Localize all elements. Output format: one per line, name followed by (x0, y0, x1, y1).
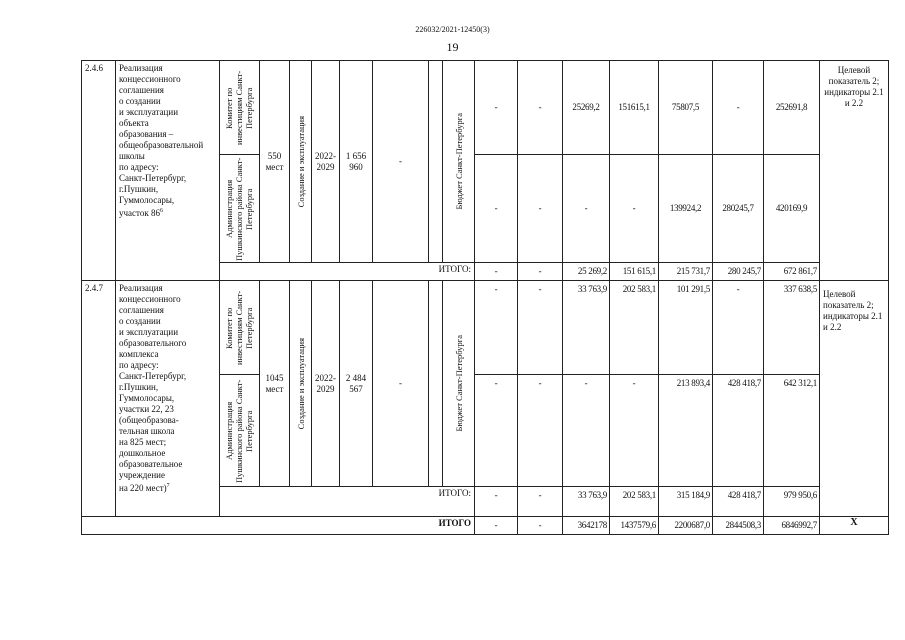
total-cell: 202 583,1 (610, 487, 659, 517)
executor-top: Комитет по инвестициям Санкт-Петербурга (220, 61, 260, 155)
name-line: Санкт-Петербург, (119, 173, 187, 183)
value-cell: 25269,2 (563, 61, 610, 155)
name-line: и эксплуатации (119, 327, 179, 337)
value-cell: - (518, 61, 563, 155)
footnote-mark: 6 (159, 208, 163, 214)
value-cell: 202 583,1 (610, 281, 659, 375)
name-line: г.Пушкин, (119, 382, 159, 392)
name-line: на 220 мест)$^7$ (119, 483, 170, 493)
name-line: по адресу: (119, 360, 159, 370)
name-line: Санкт-Петербург, (119, 371, 187, 381)
executor-top: Комитет по инвестициям Санкт-Петербурга (220, 281, 260, 375)
name-line: объекта (119, 118, 149, 128)
total-cell: 428 418,7 (713, 487, 764, 517)
name-line: Гуммолосары, (119, 195, 175, 205)
total-cell: 315 184,9 (659, 487, 713, 517)
table-row (82, 281, 889, 375)
grand-total-row (82, 517, 889, 535)
grand-total-cell: 6846992,7 (764, 517, 820, 535)
value-cell: - (475, 61, 518, 155)
table-row (82, 61, 889, 155)
total-cell: 33 763,9 (563, 487, 610, 517)
executor-bottom: Администрация Пушкинского района Санкт-Петербурга (220, 375, 260, 487)
value-cell: - (610, 155, 659, 263)
capacity: 1045 мест (260, 281, 290, 487)
value-cell: 213 893,4 (659, 375, 713, 487)
name-line: о создании (119, 316, 161, 326)
value-cell: - (610, 375, 659, 487)
value-cell: - (713, 281, 764, 375)
value-cell: 139924,2 (659, 155, 713, 263)
name-line: участки 22, 23 (119, 404, 174, 414)
value-cell: 337 638,5 (764, 281, 820, 375)
grand-total-label: ИТОГО (82, 517, 475, 535)
value-cell: - (563, 375, 610, 487)
subtotal-label: ИТОГО: (220, 487, 475, 517)
name-line: учреждение (119, 470, 165, 480)
row-number: 2.4.7 (82, 281, 116, 517)
footnote-mark: 7 (166, 483, 170, 489)
name-line: Реализация (119, 283, 163, 293)
capacity: 550 мест (260, 61, 290, 263)
measure-name (116, 281, 220, 517)
value-cell: - (713, 61, 764, 155)
total-cell: - (518, 263, 563, 281)
value-cell: 252691,8 (764, 61, 820, 155)
grand-total-cell: 2844508,3 (713, 517, 764, 535)
name-line: Гуммолосары, (119, 393, 175, 403)
name-line: образования – (119, 129, 174, 139)
total-cell: - (518, 487, 563, 517)
name-line: о создании (119, 96, 161, 106)
cost-dash: - (373, 61, 429, 263)
subtotal-label: ИТОГО: (220, 263, 475, 281)
page-number: 19 (446, 40, 459, 54)
name-line: школы (119, 151, 145, 161)
program-table (81, 60, 889, 535)
total-cell: 979 950,6 (764, 487, 820, 517)
name-line: комплекса (119, 349, 159, 359)
grand-total-mark: X (820, 517, 889, 535)
name-line: соглашения (119, 85, 164, 95)
value-cell: 151615,1 (610, 61, 659, 155)
name-line: участок $86^6$ (119, 208, 163, 218)
grand-total-cell: - (518, 517, 563, 535)
name-line: образовательное (119, 459, 183, 469)
total-cell: - (475, 263, 518, 281)
target-indicator: Целевой показатель 2; индикаторы 2.1 и 2.2 (820, 61, 889, 281)
value-cell: 420169,9 (764, 155, 820, 263)
name-line: г.Пушкин, (119, 184, 159, 194)
total-cell: 25 269,2 (563, 263, 610, 281)
value-cell: - (518, 281, 563, 375)
name-line: общеобразовательной (119, 140, 204, 150)
name-line: концессионного (119, 74, 181, 84)
document-id: 226032/2021-12450(3) (415, 25, 490, 34)
name-line: дошкольное (119, 448, 166, 458)
value-cell: - (518, 375, 563, 487)
period: 2022-2029 (312, 61, 340, 263)
funding-source: Бюджет Санкт-Петербурга (443, 281, 475, 487)
total-cell: - (475, 487, 518, 517)
value-cell: - (518, 155, 563, 263)
empty-cell (429, 281, 443, 487)
total-cell: 215 731,7 (659, 263, 713, 281)
target-indicator: Целевой показатель 2; индикаторы 2.1 и 2.2 (820, 281, 889, 517)
name-line: соглашения (119, 305, 164, 315)
period: 2022-2029 (312, 281, 340, 487)
total-cost: 1 656 960 (340, 61, 373, 263)
grand-total-cell: 1437579,6 (610, 517, 659, 535)
grand-total-cell: - (475, 517, 518, 535)
name-line: Реализация (119, 63, 163, 73)
value-cell: 428 418,7 (713, 375, 764, 487)
value-cell: - (475, 281, 518, 375)
value-cell: 101 291,5 (659, 281, 713, 375)
grand-total-cell: 3642178 (563, 517, 610, 535)
empty-cell (429, 61, 443, 263)
total-cell: 151 615,1 (610, 263, 659, 281)
name-line: образовательного (119, 338, 187, 348)
activity-kind: Создание и эксплуатация (290, 61, 312, 263)
row-number: 2.4.6 (82, 61, 116, 281)
total-cost: 2 484 567 (340, 281, 373, 487)
measure-name (116, 61, 220, 281)
value-cell: 33 763,9 (563, 281, 610, 375)
executor-bottom: Администрация Пушкинского района Санкт-Петербурга (220, 155, 260, 263)
name-line: и эксплуатации (119, 107, 179, 117)
name-line: концессионного (119, 294, 181, 304)
value-cell: - (475, 375, 518, 487)
name-line: на 825 мест; (119, 437, 167, 447)
value-cell: 75807,5 (659, 61, 713, 155)
total-cell: 280 245,7 (713, 263, 764, 281)
funding-source: Бюджет Санкт-Петербурга (443, 61, 475, 263)
value-cell: - (475, 155, 518, 263)
grand-total-cell: 2200687,0 (659, 517, 713, 535)
total-cell: 672 861,7 (764, 263, 820, 281)
activity-kind: Создание и эксплуатация (290, 281, 312, 487)
name-line: тельная школа (119, 426, 175, 436)
value-cell: 280245,7 (713, 155, 764, 263)
value-cell: - (563, 155, 610, 263)
name-line: (общеобразова- (119, 415, 179, 425)
cost-dash: - (373, 281, 429, 487)
value-cell: 642 312,1 (764, 375, 820, 487)
name-line: по адресу: (119, 162, 159, 172)
